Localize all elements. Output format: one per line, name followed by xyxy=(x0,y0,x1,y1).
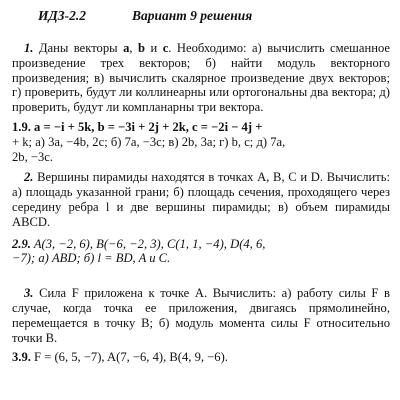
task3-statement: 3. Сила F приложена к точке A. Вычислить: а) работу силы F в случае, когда точка ее приложения, двигаясь прямолинейно, перемещается в точку B; б) модуль момента силы F относительно точки B. xyxy=(12,286,390,345)
task1-statement: 1. Даны векторы a, b и c. Необходимо: а) вычислить смешанное произведение трех векторов; б) найти модуль векторного произведения; в) вычислить скалярное произведение двух векторов; г) проверить, будут ли коллинеарны или ортогональны два вектора; д) проверить, будут ли компланарны три вектора. xyxy=(12,41,390,115)
task2-subtasks: −7); а) ABD; б) l = BD, A и C. xyxy=(12,251,171,266)
task1-variant xyxy=(12,120,390,164)
task3-variant-label: 3.9. xyxy=(12,350,31,365)
task3-number: 3. xyxy=(24,286,34,301)
header xyxy=(12,8,390,24)
task2-number: 2. xyxy=(24,170,34,185)
task1-subtasks-end: 2b, −3c. xyxy=(12,149,54,164)
task2-points: A(3, −2, 6), B(−6, −2, 3), C(1, 1, −4), D(4, 6, xyxy=(33,236,266,251)
task2-statement: 2. Вершины пирамиды находятся в точках A, B, C и D. Вычислить: а) площадь указанной грани; б) площадь сечения, проходящего через середину ребра l и две вершины пирамиды; в) объем пирамиды ABCD. xyxy=(12,170,390,229)
task2-variant xyxy=(12,237,390,267)
task3-values: F = (6, 5, −7), A(7, −6, 4), B(4, 9, −6). xyxy=(34,350,228,365)
task2-variant-label: 2.9. xyxy=(12,236,31,251)
task1-number: 1. xyxy=(24,41,34,55)
task3-variant xyxy=(12,350,390,365)
task1-vectors: a = −i + 5k, b = −3i + 2j + 2k, c = −2i − 4j + xyxy=(34,119,263,134)
task1-subtasks: + k; а) 3a, −4b, 2c; б) 7a, −3c; в) 2b, 3a; г) b, c; д) 7a, xyxy=(12,134,286,149)
header-variant: Вариант 9 решения xyxy=(131,8,253,23)
task1-variant-label: 1.9. xyxy=(12,119,31,134)
header-title: ИДЗ-2.2 xyxy=(38,8,86,23)
